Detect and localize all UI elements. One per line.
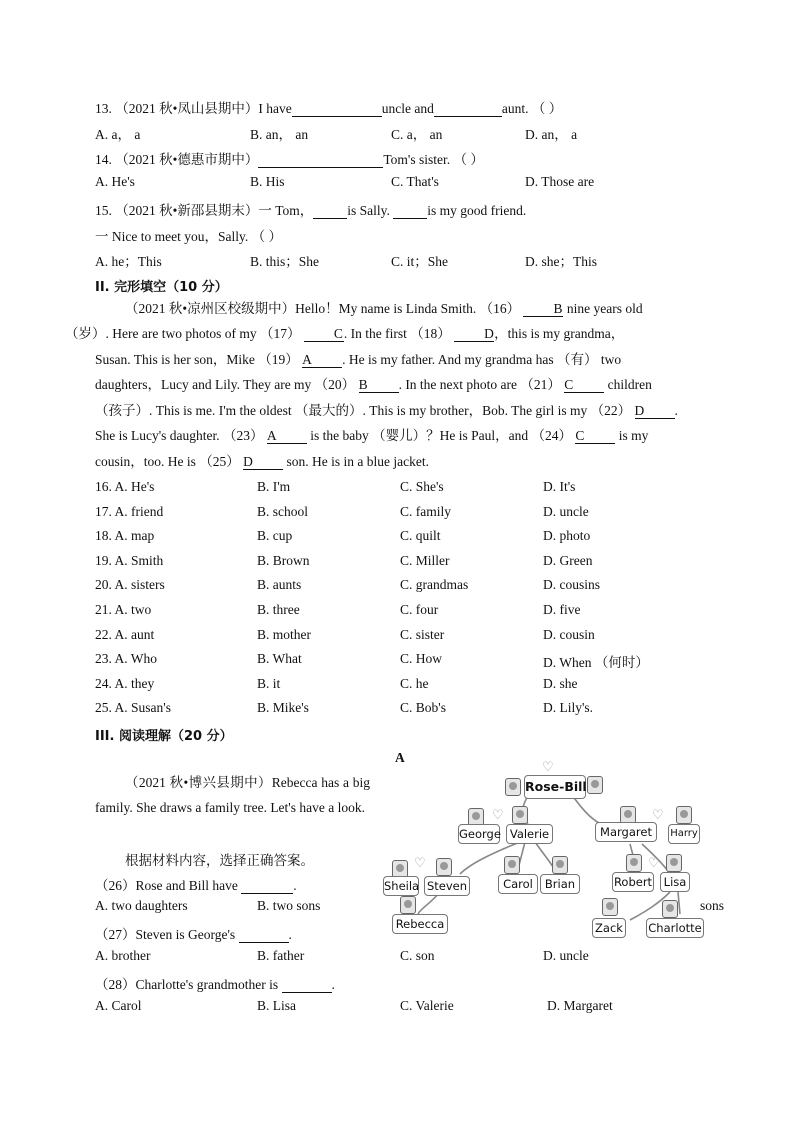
tree-node-carol: Carol [498, 874, 538, 894]
answer-blank[interactable] [434, 102, 502, 117]
option[interactable]: A. Carol [95, 998, 142, 1013]
question-13 [95, 97, 562, 117]
heart-icon: ♡ [492, 808, 504, 823]
cloze-options-row [95, 504, 715, 524]
option[interactable]: A. two daughters [95, 898, 188, 913]
option[interactable]: D. she；This [525, 254, 597, 269]
tree-node-robert: Robert [612, 872, 654, 892]
question-text: is my good friend. [427, 203, 527, 218]
tree-node-brian: Brian [540, 874, 580, 894]
cloze-options-row [95, 528, 715, 548]
option[interactable]: D. uncle [543, 503, 589, 519]
carol-portrait-icon [504, 856, 520, 874]
cloze-options-row [95, 700, 715, 720]
heart-icon: ♡ [414, 856, 426, 871]
cloze-options-row [95, 553, 715, 573]
answer-blank[interactable] [313, 204, 347, 219]
option[interactable]: D. It's [543, 479, 576, 494]
option[interactable]: B. Brown [257, 552, 310, 568]
question-26: （26）Rose and Bill have . [95, 878, 297, 893]
charlotte-portrait-icon [662, 900, 678, 918]
tree-node-harry: Harry [668, 824, 700, 844]
cloze-passage: （2021 秋•凉州区校级期中）Hello！My name is Linda Smith. （16） B nine years old （岁）. Here are two photos of my （17） C. In the first （18） D，this is my grandma， [65, 301, 643, 342]
reading-intro: （2021 秋•博兴县期中）Rebecca has a big family. She draws a family tree. Let's have a look. [95, 775, 370, 815]
option[interactable]: B. school [257, 503, 309, 519]
option[interactable]: C. it；She [391, 254, 449, 269]
option[interactable]: A. brother [95, 948, 151, 963]
question-28: （28）Charlotte's grandmother is . [95, 977, 335, 992]
option[interactable]: B. three [257, 602, 300, 617]
brian-portrait-icon [552, 856, 568, 874]
question-14 [95, 148, 484, 168]
option[interactable]: C. a， an [391, 127, 443, 142]
option[interactable]: C. quilt [400, 528, 441, 544]
option[interactable]: C. How [400, 651, 443, 667]
question-text: aunt. （ ） [501, 101, 563, 116]
part-label: A [395, 750, 405, 765]
option[interactable]: 18. A. map [95, 528, 155, 544]
option[interactable]: 22. A. aunt [95, 626, 155, 642]
question-text: 一 Nice to meet you，Sally. （ ） [95, 229, 282, 244]
option[interactable]: sons [700, 898, 725, 913]
tree-node-sheila: Sheila [383, 876, 419, 896]
option[interactable]: 16. A. He's [95, 479, 155, 494]
option[interactable]: 21. A. two [95, 602, 152, 617]
option[interactable]: D. cousin [543, 626, 595, 642]
tree-node-lisa: Lisa [660, 872, 690, 892]
answer-blank[interactable] [282, 978, 332, 993]
cloze-options-row [95, 479, 715, 499]
option[interactable]: C. grandmas [400, 577, 469, 593]
option[interactable]: D. five [543, 602, 581, 617]
answer-blank[interactable] [239, 928, 289, 943]
question-27: （27）Steven is George's . [95, 927, 292, 942]
cloze-passage-cont: Susan. This is her son，Mike （19） A . He is my father. And my grandma has （有） two daughters，Lucy and Lily. They are my （20） B . In the next photo are （21） C children （孩子）. This is me. I'm the oldest （最大的）. This is my brother，Bob. The girl is my （22） D . She is Lucy's daughter. （23） A is the baby （婴儿）？He is Paul，and （24） C is my cousin，too. He is （25） D son. He is in a blue jacket. [95, 352, 678, 469]
answer-blank[interactable] [292, 102, 382, 117]
option[interactable]: 19. A. Smith [95, 552, 164, 568]
heart-icon: ♡ [652, 808, 664, 823]
option[interactable]: A. a， a [95, 127, 141, 142]
tree-node-margaret: Margaret [595, 822, 657, 842]
section-title: III. 阅读理解（20 分） [95, 729, 233, 744]
tree-node-rose-bill: Rose-Bill [524, 775, 586, 799]
cloze-answer: C [575, 429, 615, 444]
option[interactable]: B. Lisa [257, 998, 296, 1013]
question-text: uncle and [381, 101, 434, 116]
cloze-options-row [95, 577, 715, 597]
option[interactable]: A. he；This [95, 254, 162, 269]
option[interactable]: C. That's [391, 174, 439, 189]
option[interactable]: 17. A. friend [95, 503, 164, 519]
tree-node-steven: Steven [424, 876, 470, 896]
options-row [95, 948, 715, 968]
option[interactable]: D. an， a [525, 127, 578, 142]
heart-icon: ♡ [542, 760, 554, 775]
lisa-portrait-icon [666, 854, 682, 872]
rebecca-portrait-icon [400, 896, 416, 914]
bill-portrait-icon [587, 776, 603, 794]
cloze-options-row [95, 676, 715, 696]
option[interactable]: C. sister [400, 626, 445, 642]
option[interactable]: 25. A. Susan's [95, 700, 171, 716]
option[interactable]: 20. A. sisters [95, 577, 165, 593]
cloze-answer: B [359, 378, 399, 393]
cloze-answer: D [635, 404, 675, 419]
option[interactable]: C. Miller [400, 552, 450, 568]
robert-portrait-icon [626, 854, 642, 872]
option[interactable]: C. Bob's [400, 700, 446, 716]
option[interactable]: C. four [400, 602, 439, 617]
cloze-answer: A [267, 429, 307, 444]
zack-portrait-icon [602, 898, 618, 916]
section-title: II. 完形填空（10 分） [95, 280, 228, 295]
option[interactable]: D. cousins [543, 577, 600, 593]
option[interactable]: B. What [257, 651, 302, 667]
family-tree [380, 760, 710, 942]
option[interactable]: D. Green [543, 552, 593, 568]
option[interactable]: B. cup [257, 528, 293, 544]
option[interactable]: C. he [400, 675, 429, 691]
option[interactable]: B. an， an [250, 127, 309, 142]
option[interactable]: C. family [400, 503, 451, 519]
cloze-answer: D [454, 327, 494, 342]
question-text: 13. （2021 秋•凤山县期中）I have [95, 101, 292, 116]
option[interactable]: D. Those are [525, 174, 595, 189]
options-row [95, 174, 715, 194]
valerie-portrait-icon [512, 806, 528, 824]
harry-portrait-icon [676, 806, 692, 824]
option[interactable]: B. mother [257, 626, 311, 642]
cloze-answer: C [304, 327, 344, 342]
cloze-answer: B [523, 302, 563, 317]
options-row [95, 998, 715, 1018]
answer-blank[interactable] [258, 153, 383, 168]
question-text: 15. （2021 秋•新邵县期末）一 Tom， [95, 203, 314, 218]
heart-icon: ♡ [648, 856, 660, 871]
tree-node-george: George [458, 824, 500, 844]
option[interactable]: D. Margaret [547, 998, 613, 1013]
option[interactable]: B. it [257, 675, 281, 691]
tree-node-charlotte: Charlotte [646, 918, 704, 938]
question-text: 14. （2021 秋•德惠市期中） [95, 152, 259, 167]
question-text: is Sally. [347, 203, 390, 218]
tree-node-valerie: Valerie [506, 824, 553, 844]
option[interactable]: D. photo [543, 528, 591, 544]
option[interactable]: B. two sons [257, 898, 321, 913]
options-row [95, 123, 715, 143]
option[interactable]: D. Lily's. [543, 700, 594, 716]
option[interactable]: 24. A. they [95, 675, 155, 691]
options-row [95, 250, 715, 270]
cloze-options-row [95, 627, 715, 647]
option[interactable]: A. He's [95, 174, 135, 189]
option[interactable]: B. aunts [257, 577, 302, 593]
option[interactable]: B. father [257, 948, 305, 963]
option[interactable]: C. son [400, 948, 435, 963]
option[interactable]: B. I'm [257, 479, 291, 494]
answer-blank[interactable] [393, 204, 427, 219]
steven-portrait-icon [436, 858, 452, 876]
option[interactable]: B. His [250, 174, 285, 189]
answer-blank[interactable] [241, 879, 293, 894]
option[interactable]: D. uncle [543, 948, 589, 963]
question-text: Tom's sister. （ ） [383, 152, 484, 167]
cloze-answer: A [302, 353, 342, 368]
tree-node-zack: Zack [592, 918, 626, 938]
cloze-answer: C [564, 378, 604, 393]
reading-instruction: 根据材料内容，选择正确答案。 [125, 853, 314, 868]
option[interactable]: C. Valerie [400, 998, 454, 1013]
option[interactable]: D. she [543, 675, 578, 691]
rose-portrait-icon [505, 778, 521, 796]
option[interactable]: B. Mike's [257, 700, 309, 716]
option[interactable]: D. When （何时） [543, 655, 649, 671]
option[interactable]: C. She's [400, 479, 444, 494]
option[interactable]: B. this；She [250, 254, 320, 269]
question-15 [95, 199, 526, 219]
cloze-options-row [95, 602, 715, 622]
cloze-answer: D [243, 455, 283, 470]
cloze-options-row [95, 651, 715, 671]
tree-node-rebecca: Rebecca [392, 914, 448, 934]
option[interactable]: 23. A. Who [95, 651, 158, 667]
